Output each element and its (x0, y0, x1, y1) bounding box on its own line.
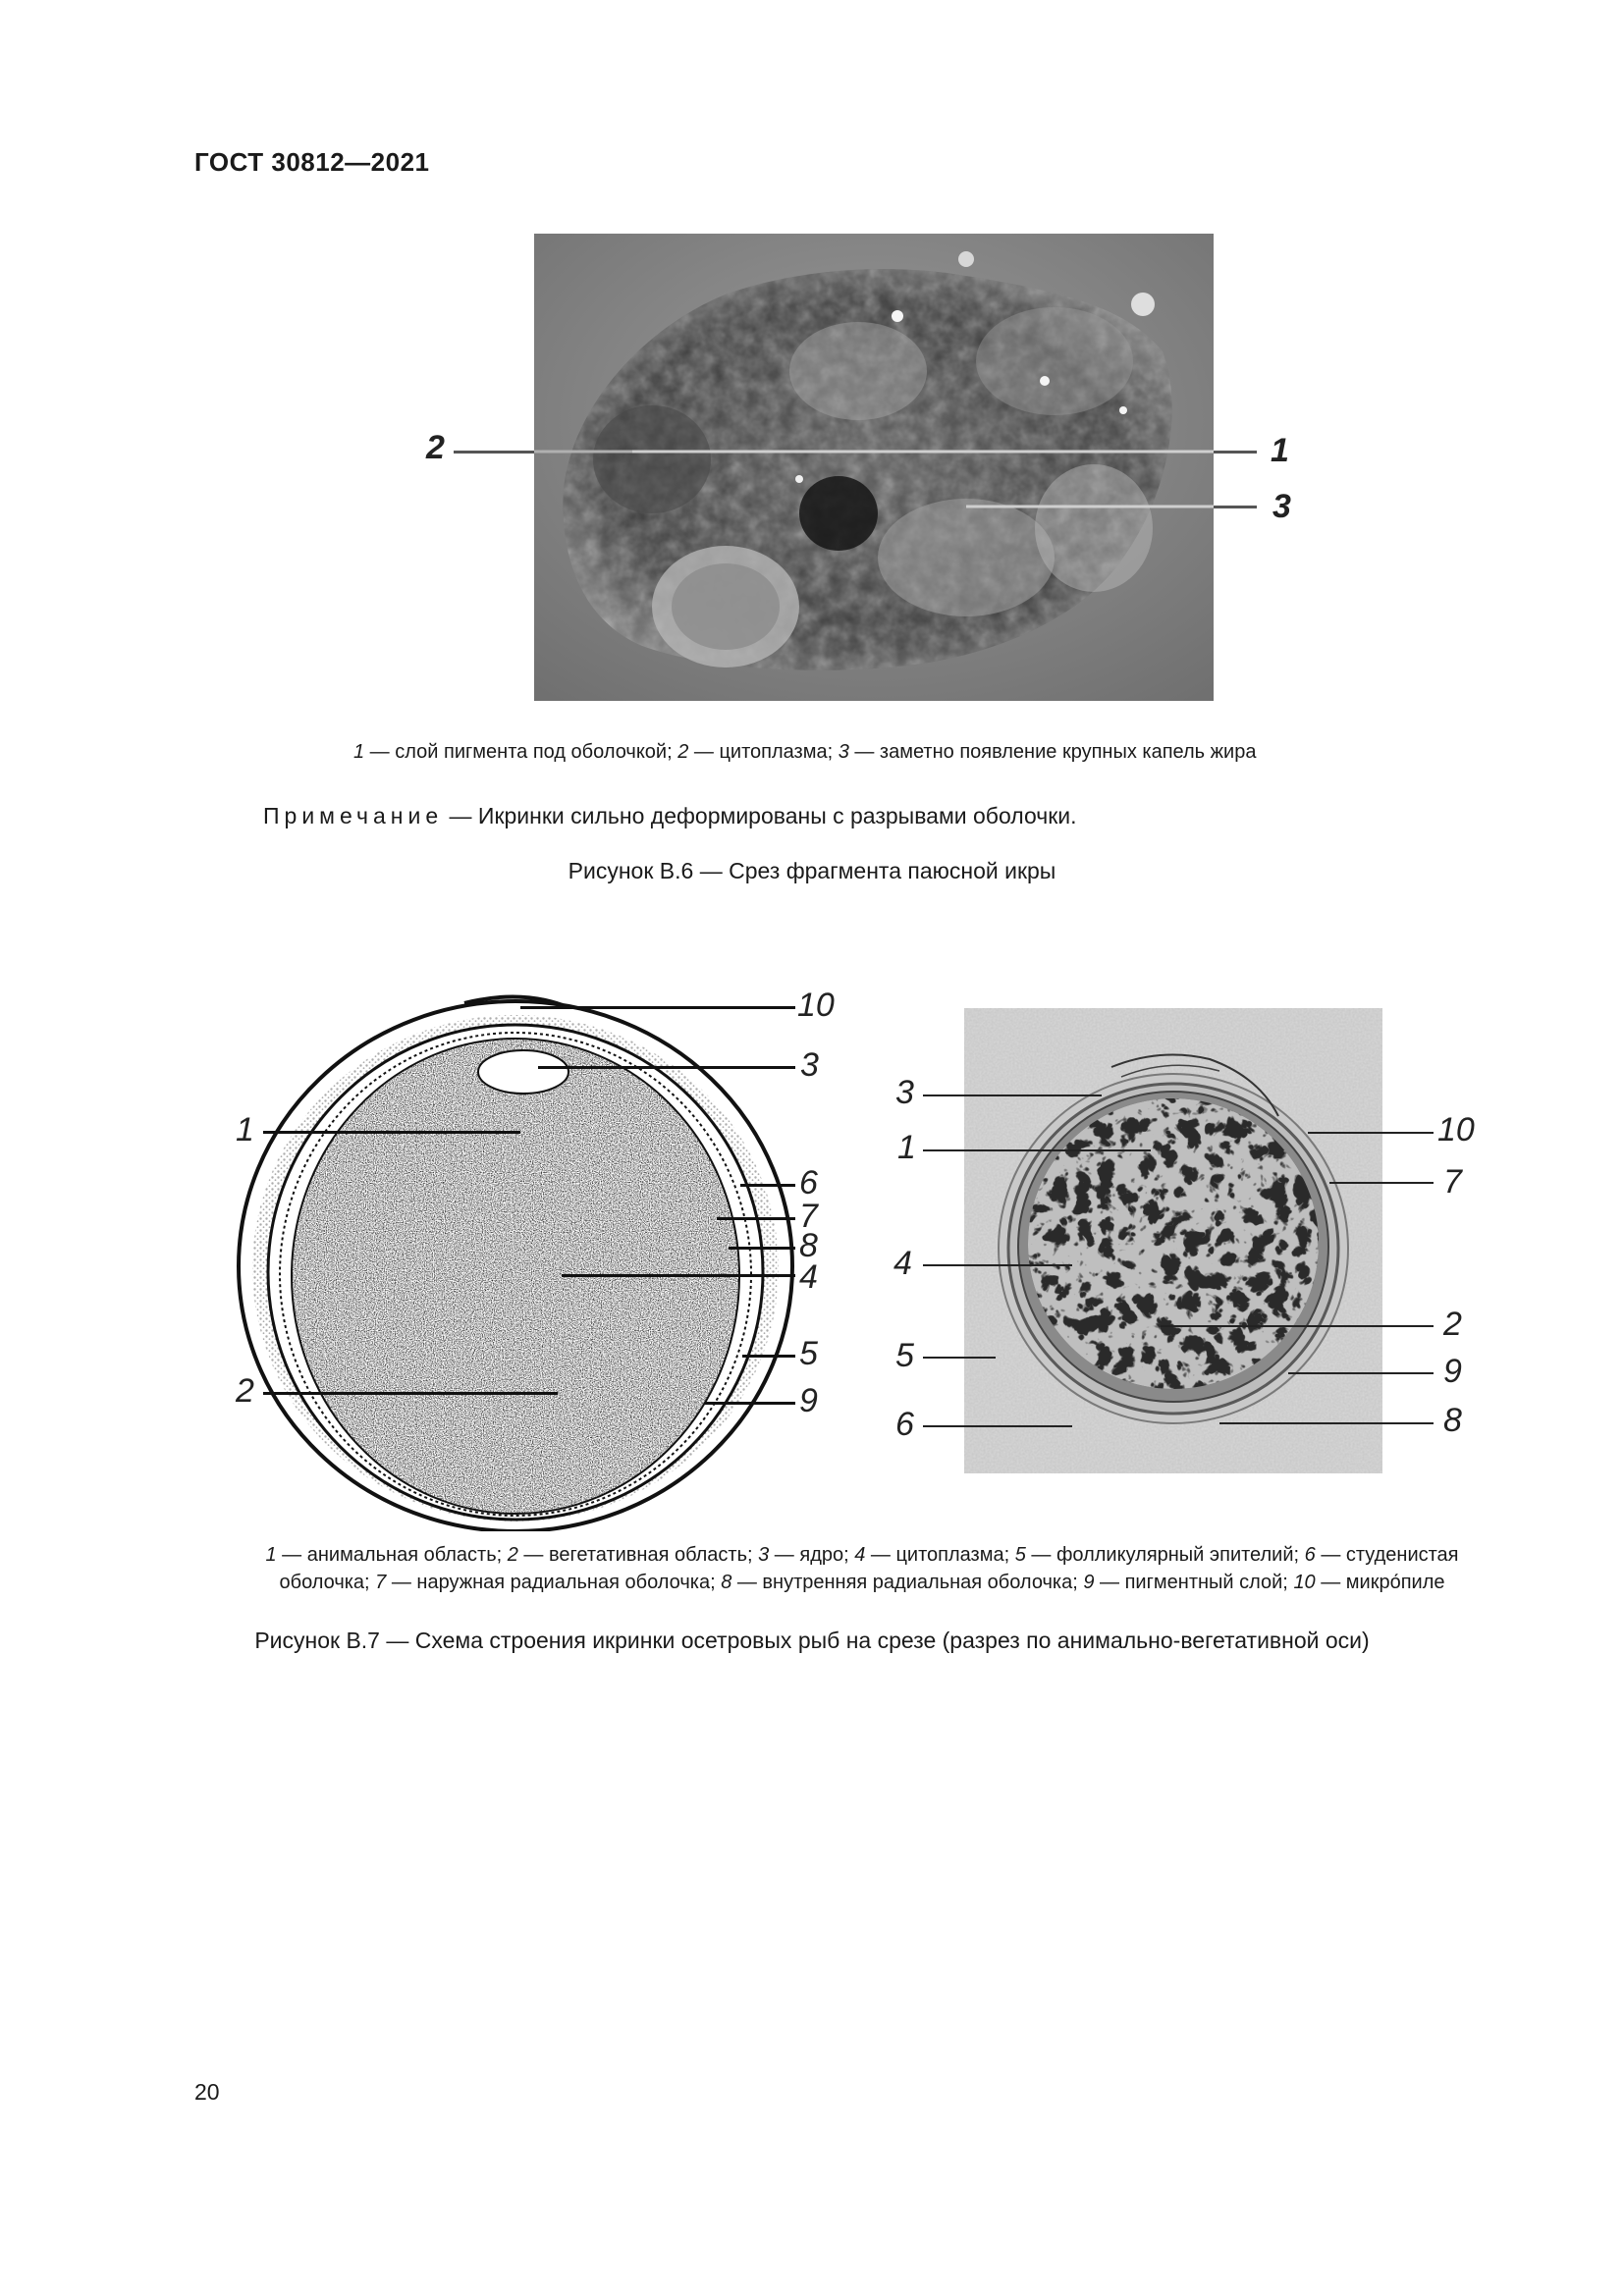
scheme-label-4: 4 (799, 1258, 818, 1296)
photo-label-4: 4 (893, 1245, 912, 1282)
note-text: — Икринки сильно деформированы с разрывами оболочки. (443, 803, 1077, 828)
figure-b7-legend (194, 1541, 1530, 1596)
leader-line-1 (1214, 451, 1257, 454)
scheme-label-7: 7 (799, 1198, 818, 1235)
figure-b7-photo (964, 1008, 1382, 1473)
photo-leader-5 (923, 1357, 964, 1359)
photo-label-2: 2 (1443, 1306, 1462, 1343)
photo-leader-9 (1382, 1372, 1434, 1374)
photo-leader-6 (923, 1425, 964, 1427)
scheme-label-9: 9 (799, 1382, 818, 1419)
label-1: 1 (1271, 432, 1289, 469)
photo-leader-4 (923, 1264, 964, 1266)
legend-line-1: 1 — анимальная область; 2 — вегетативная область; 3 — ядро; 4 — цитоплазма; 5 — фолликулярный эпителий; 6 — студенистая (265, 1544, 1459, 1566)
scheme-leader-10 (520, 1006, 795, 1009)
photo-label-10: 10 (1437, 1111, 1475, 1148)
figure-b6-note (263, 803, 1077, 829)
scheme-label-3: 3 (800, 1046, 819, 1084)
page-number: 20 (194, 2079, 220, 2105)
scheme-leader-2 (263, 1392, 558, 1395)
photo-leader-7 (1382, 1182, 1434, 1184)
photo-label-6: 6 (895, 1406, 914, 1443)
scheme-label-8: 8 (799, 1227, 818, 1264)
scheme-leader-1 (263, 1131, 520, 1134)
scheme-leader-8 (729, 1247, 795, 1250)
note-label: Примечание (263, 803, 444, 828)
photo-label-1: 1 (897, 1129, 916, 1166)
scheme-leader-7 (717, 1217, 795, 1220)
photo-label-3: 3 (895, 1074, 914, 1111)
photo-leader-10 (1382, 1132, 1434, 1134)
scheme-label-2: 2 (236, 1372, 254, 1410)
photo-leader-2 (1382, 1325, 1434, 1327)
scheme-label-10: 10 (797, 987, 835, 1024)
legend-line-2: оболочка; 7 — наружная радиальная оболочка; 8 — внутренняя радиальная оболочка; 9 — пигментный слой; 10 — микро́пиле (279, 1572, 1445, 1593)
photo-leader-8 (1382, 1422, 1434, 1424)
leader-line-2 (454, 451, 534, 454)
egg-scheme-drawing (224, 982, 852, 1531)
photo-leader-1 (923, 1149, 964, 1151)
photo-leader-3 (923, 1095, 964, 1096)
egg-section-photo (964, 1008, 1382, 1473)
photo-label-7: 7 (1443, 1163, 1462, 1201)
document-code: ГОСТ 30812—2021 (194, 147, 430, 177)
scheme-label-6: 6 (799, 1164, 818, 1201)
photo-label-8: 8 (1443, 1402, 1462, 1439)
photo-label-5: 5 (895, 1337, 914, 1374)
figure-b6-title: Рисунок В.6 — Срез фрагмента паюсной икры (568, 858, 1056, 883)
scheme-label-5: 5 (799, 1335, 818, 1372)
scheme-leader-9 (705, 1402, 795, 1405)
scheme-leader-4 (562, 1274, 795, 1277)
figure-b7-title: Рисунок В.7 — Схема строения икринки осетровых рыб на срезе (разрез по анимально-вегетативной оси) (254, 1628, 1370, 1653)
label-2: 2 (426, 429, 445, 466)
label-3: 3 (1272, 488, 1291, 525)
scheme-leader-5 (742, 1355, 795, 1358)
roe-fragment-photo (534, 234, 1214, 701)
photo-label-9: 9 (1443, 1353, 1462, 1390)
figure-b7-scheme (224, 982, 852, 1531)
leader-line-3 (1214, 506, 1257, 508)
scheme-leader-6 (740, 1184, 795, 1187)
scheme-leader-3 (538, 1066, 795, 1069)
figure-b6-photo (534, 234, 1214, 701)
scheme-label-1: 1 (236, 1111, 254, 1148)
figure-b6-legend: 1 — слой пигмента под оболочкой; 2 — цитоплазма; 3 — заметно появление крупных капель жира (353, 741, 1257, 763)
